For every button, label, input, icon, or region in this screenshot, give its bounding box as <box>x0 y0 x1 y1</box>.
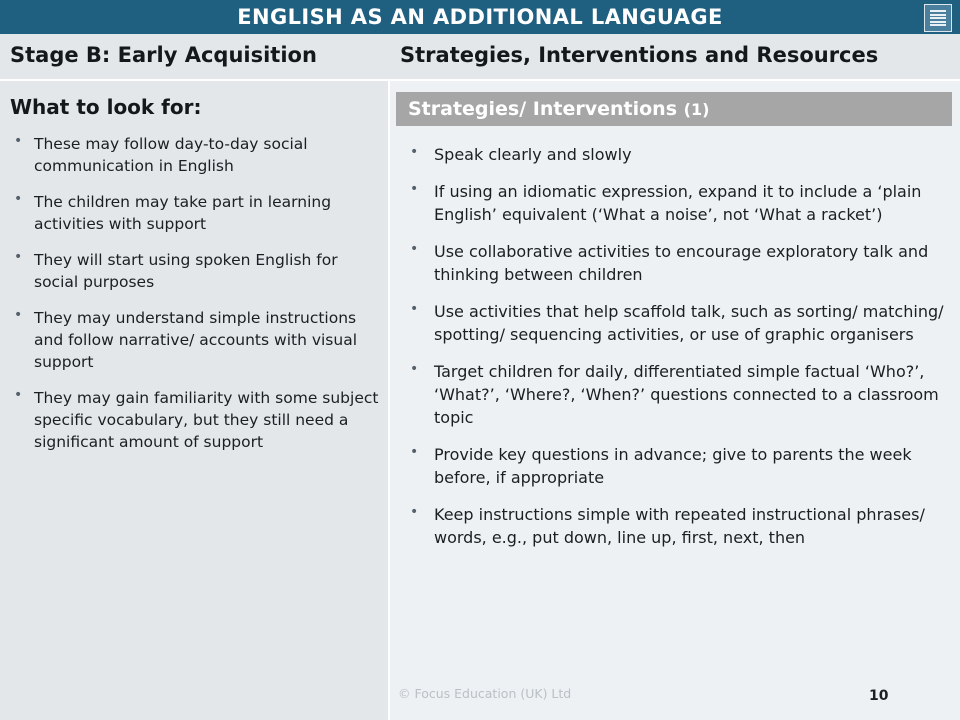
logo-bars <box>930 10 946 26</box>
list-item: • They may understand simple instructions and follow narrative/ accounts with visual support <box>6 307 382 373</box>
column-titles-row <box>0 34 960 81</box>
list-item: • The children may take part in learning activities with support <box>6 191 382 235</box>
strategies-list <box>396 143 956 563</box>
left-column-title: Stage B: Early Acquisition <box>10 43 317 67</box>
list-item: • Speak clearly and slowly <box>396 143 956 166</box>
list-item: • Use activities that help scaffold talk, such as sorting/ matching/ spotting/ sequencing activities, or use of graphic organisers <box>396 300 956 346</box>
header-bar <box>0 0 960 34</box>
strategies-band <box>396 92 952 126</box>
list-item: • Use collaborative activities to encourage exploratory talk and thinking between children <box>396 240 956 286</box>
strategies-band-number: (1) <box>683 100 710 119</box>
right-column <box>390 81 960 720</box>
strategies-band-text: Strategies/ Interventions <box>408 98 678 120</box>
list-item: • They will start using spoken English for social purposes <box>6 249 382 293</box>
what-to-look-for-list <box>6 133 382 467</box>
list-item: • They may gain familiarity with some subject specific vocabulary, but they still need a significant amount of support <box>6 387 382 453</box>
strategies-band-label <box>396 98 709 120</box>
list-item: • Keep instructions simple with repeated instructional phrases/ words, e.g., put down, line up, first, next, then <box>396 503 956 549</box>
list-item: • These may follow day-to-day social communication in English <box>6 133 382 177</box>
list-lines-icon <box>924 4 952 32</box>
list-item: • Target children for daily, differentiated simple factual ‘Who?’, ‘What?’, ‘Where?, ‘When?’ questions connected to a classroom topic <box>396 360 956 429</box>
left-column <box>0 81 388 720</box>
right-column-title: Strategies, Interventions and Resources <box>400 43 879 67</box>
list-item: • Provide key questions in advance; give to parents the week before, if appropriate <box>396 443 956 489</box>
left-heading: What to look for: <box>10 95 202 119</box>
copyright-text: © Focus Education (UK) Ltd <box>398 686 572 701</box>
list-item: • If using an idiomatic expression, expand it to include a ‘plain English’ equivalent (‘What a noise’, not ‘What a racket’) <box>396 180 956 226</box>
page-number: 10 <box>869 688 889 704</box>
page-title: ENGLISH AS AN ADDITIONAL LANGUAGE <box>237 5 723 29</box>
